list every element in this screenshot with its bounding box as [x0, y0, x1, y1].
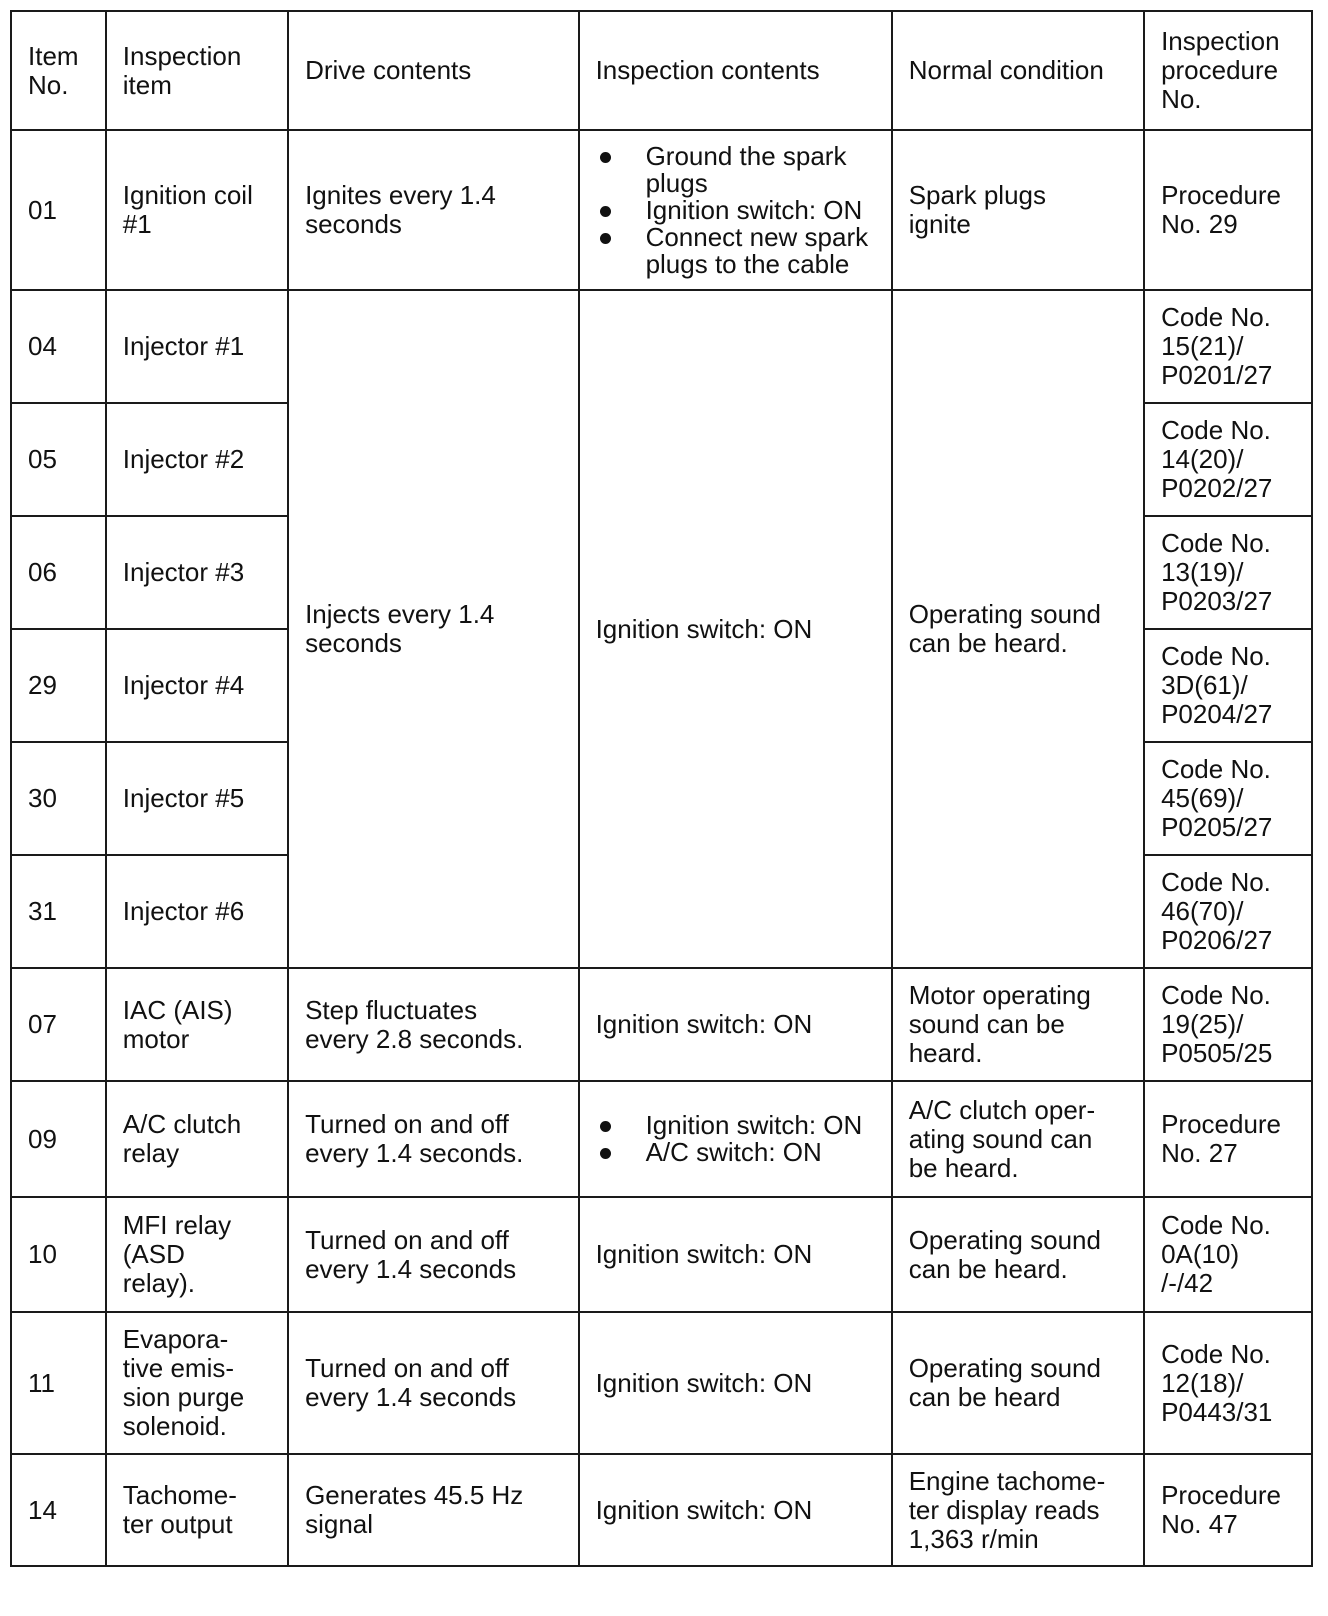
procedure-cell: Procedure No. 27: [1144, 1081, 1312, 1197]
header-normal-condition: Normal condition: [892, 11, 1144, 130]
inspection-contents-cell: Ignition switch: ON: [579, 968, 892, 1081]
list-item: [596, 194, 875, 225]
injector-normal-condition-cell: Operating sound can be heard.: [892, 290, 1144, 968]
normal-condition-cell: Operating sound can be heard.: [892, 1197, 1144, 1312]
list-item: [596, 140, 875, 198]
item-no-cell: 10: [11, 1197, 106, 1312]
list-item: [596, 1139, 875, 1166]
table-row: [11, 1312, 1312, 1454]
normal-condition-cell: Engine tachome- ter display reads 1,363 r/min: [892, 1454, 1144, 1566]
procedure-cell: Procedure No. 29: [1144, 130, 1312, 290]
item-no-cell: 05: [11, 403, 106, 516]
item-no-cell: 09: [11, 1081, 106, 1197]
procedure-cell: Code No. 0A(10) /-/42: [1144, 1197, 1312, 1312]
drive-contents-cell: Step fluctuates every 2.8 seconds.: [288, 968, 578, 1081]
table-row: [11, 1081, 1312, 1197]
inspection-item-cell: A/C clutch relay: [106, 1081, 288, 1197]
item-no-cell: 11: [11, 1312, 106, 1454]
inspection-bullet-text: Ground the spark plugs: [645, 140, 847, 198]
normal-condition-cell: A/C clutch oper- ating sound can be heard.: [892, 1081, 1144, 1197]
bullet-icon: [600, 206, 611, 217]
item-no-cell: 01: [11, 130, 106, 290]
inspection-item-cell: Injector #5: [106, 742, 288, 855]
header-row: [11, 11, 1312, 130]
procedure-cell: Code No. 3D(61)/ P0204/27: [1144, 629, 1312, 742]
procedure-cell: Code No. 14(20)/ P0202/27: [1144, 403, 1312, 516]
inspection-contents-cell: [579, 130, 892, 290]
drive-contents-cell: Turned on and off every 1.4 seconds: [288, 1312, 578, 1454]
inspection-bullet-text: Ignition switch: ON: [645, 194, 863, 225]
list-item: [596, 1112, 875, 1139]
item-no-cell: 30: [11, 742, 106, 855]
item-no-cell: 07: [11, 968, 106, 1081]
bullet-icon: [600, 1148, 611, 1159]
procedure-cell: Code No. 46(70)/ P0206/27: [1144, 855, 1312, 968]
normal-condition-cell: Motor operating sound can be heard.: [892, 968, 1144, 1081]
procedure-cell: Code No. 19(25)/ P0505/25: [1144, 968, 1312, 1081]
normal-condition-cell: Operating sound can be heard: [892, 1312, 1144, 1454]
table-row: [11, 130, 1312, 290]
procedure-cell: Code No. 12(18)/ P0443/31: [1144, 1312, 1312, 1454]
table-row: [11, 1197, 1312, 1312]
inspection-contents-cell: [579, 1081, 892, 1197]
header-drive-contents: Drive contents: [288, 11, 578, 130]
inspection-table: [10, 10, 1313, 1567]
header-inspection-contents: Inspection contents: [579, 11, 892, 130]
list-item: [596, 221, 875, 279]
inspection-item-cell: Injector #4: [106, 629, 288, 742]
item-no-cell: 14: [11, 1454, 106, 1566]
injector-inspection-contents-cell: Ignition switch: ON: [579, 290, 892, 968]
procedure-cell: Procedure No. 47: [1144, 1454, 1312, 1566]
inspection-item-cell: IAC (AIS) motor: [106, 968, 288, 1081]
table-row: [11, 1454, 1312, 1566]
drive-contents-cell: Turned on and off every 1.4 seconds: [288, 1197, 578, 1312]
table-row: [11, 968, 1312, 1081]
inspection-contents-cell: Ignition switch: ON: [579, 1312, 892, 1454]
procedure-cell: Code No. 45(69)/ P0205/27: [1144, 742, 1312, 855]
procedure-cell: Code No. 13(19)/ P0203/27: [1144, 516, 1312, 629]
inspection-item-cell: Injector #3: [106, 516, 288, 629]
inspection-item-cell: Tachome- ter output: [106, 1454, 288, 1566]
inspection-item-cell: Injector #2: [106, 403, 288, 516]
normal-condition-cell: Spark plugs ignite: [892, 130, 1144, 290]
bullet-icon: [600, 152, 611, 163]
bullet-icon: [600, 233, 611, 244]
procedure-cell: Code No. 15(21)/ P0201/27: [1144, 290, 1312, 403]
inspection-bullet-text: Connect new spark plugs to the cable: [645, 221, 869, 279]
inspection-contents-cell: Ignition switch: ON: [579, 1454, 892, 1566]
inspection-bullet-list: [596, 1112, 875, 1166]
inspection-item-cell: Injector #1: [106, 290, 288, 403]
item-no-cell: 31: [11, 855, 106, 968]
item-no-cell: 04: [11, 290, 106, 403]
header-item-no: Item No.: [11, 11, 106, 130]
drive-contents-cell: Turned on and off every 1.4 seconds.: [288, 1081, 578, 1197]
inspection-bullet-text: Ignition switch: ON: [645, 1110, 863, 1140]
item-no-cell: 06: [11, 516, 106, 629]
inspection-bullet-list: [596, 140, 875, 279]
header-inspection-item: Inspection item: [106, 11, 288, 130]
header-procedure-no: Inspection procedure No.: [1144, 11, 1312, 130]
item-no-cell: 29: [11, 629, 106, 742]
inspection-bullet-text: A/C switch: ON: [645, 1137, 822, 1167]
drive-contents-cell: Generates 45.5 Hz signal: [288, 1454, 578, 1566]
bullet-icon: [600, 1121, 611, 1132]
inspection-item-cell: MFI relay (ASD relay).: [106, 1197, 288, 1312]
drive-contents-cell: Ignites every 1.4 seconds: [288, 130, 578, 290]
inspection-item-cell: Injector #6: [106, 855, 288, 968]
inspection-item-cell: Ignition coil #1: [106, 130, 288, 290]
inspection-contents-cell: Ignition switch: ON: [579, 1197, 892, 1312]
table-row: [11, 290, 1312, 403]
inspection-item-cell: Evapora- tive emis- sion purge solenoid.: [106, 1312, 288, 1454]
injector-drive-contents-cell: Injects every 1.4 seconds: [288, 290, 578, 968]
